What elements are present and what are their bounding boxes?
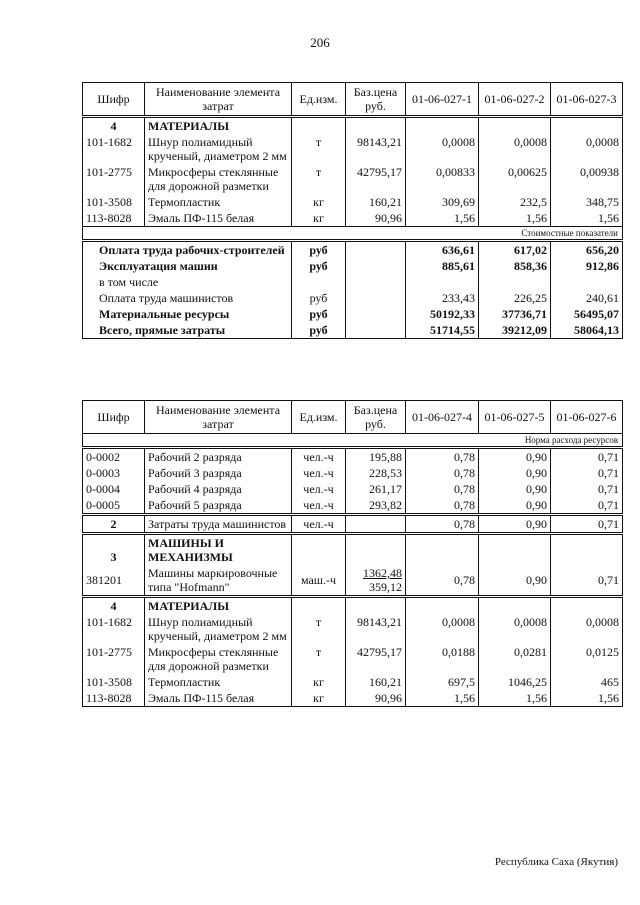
row-value-1: 0,0188 <box>406 644 479 674</box>
row-code: 101-1682 <box>83 614 145 644</box>
row-name: Эмаль ПФ-115 белая <box>145 690 292 707</box>
row-value-2: 0,90 <box>479 565 551 597</box>
row-unit: чел.-ч <box>292 497 346 515</box>
header-norm-6: 01-06-027-6 <box>551 401 623 434</box>
row-price: 90,96 <box>346 210 406 227</box>
row-value-1: 0,00833 <box>406 164 479 194</box>
row-value-1: 0,0008 <box>406 614 479 644</box>
cost-value-3: 58064,13 <box>551 322 623 339</box>
row-value-2: 0,90 <box>479 481 551 497</box>
row-name: Микросферы стеклянные для дорожной разметки <box>145 164 292 194</box>
header-code: Шифр <box>83 83 145 117</box>
section-number: 3 <box>83 534 145 566</box>
table-row <box>83 644 623 674</box>
row-unit: чел.-ч <box>292 515 346 534</box>
row-unit: кг <box>292 674 346 690</box>
row-price: 98143,21 <box>346 134 406 164</box>
row-value-1: 0,78 <box>406 565 479 597</box>
footer-region: Республика Саха (Якутия) <box>494 856 618 868</box>
cost-value-2: 37736,71 <box>479 306 551 322</box>
header-norm-1: 01-06-027-1 <box>406 83 479 117</box>
header-norm-3: 01-06-027-3 <box>551 83 623 117</box>
table-row <box>83 690 623 707</box>
page-number: 206 <box>310 35 330 50</box>
resource-table-2 <box>82 400 623 707</box>
row-price: 160,21 <box>346 674 406 690</box>
cost-name: Эксплуатация машин <box>83 258 292 274</box>
row-value-2: 0,0008 <box>479 614 551 644</box>
cost-name: Материальные ресурсы <box>83 306 292 322</box>
row-unit: чел.-ч <box>292 465 346 481</box>
row-code: 0-0004 <box>83 481 145 497</box>
row-value-3: 0,71 <box>551 497 623 515</box>
cost-name: в том числе <box>83 274 292 290</box>
row-name: Термопластик <box>145 194 292 210</box>
cost-value-3: 240,61 <box>551 290 623 306</box>
cost-unit <box>292 274 346 290</box>
row-code: 101-2775 <box>83 644 145 674</box>
row-value-2: 0,00625 <box>479 164 551 194</box>
row-value-1: 697,5 <box>406 674 479 690</box>
table-header-row <box>83 83 623 117</box>
row-value-3: 1,56 <box>551 690 623 707</box>
table-header-row <box>83 401 623 434</box>
cost-unit: руб <box>292 306 346 322</box>
row-price: 42795,17 <box>346 164 406 194</box>
header-norm-2: 01-06-027-2 <box>479 83 551 117</box>
cost-row <box>83 258 623 274</box>
header-code: Шифр <box>83 401 145 434</box>
resource-table-1 <box>82 82 623 339</box>
row-unit: чел.-ч <box>292 448 346 466</box>
row-unit: маш.-ч <box>292 565 346 597</box>
section-title: МАТЕРИАЛЫ <box>145 597 292 615</box>
table-row <box>83 515 623 534</box>
row-value-1: 0,78 <box>406 497 479 515</box>
row-value-3: 465 <box>551 674 623 690</box>
cost-value-1: 233,43 <box>406 290 479 306</box>
cost-unit: руб <box>292 258 346 274</box>
header-norm-4: 01-06-027-4 <box>406 401 479 434</box>
cost-row <box>83 241 623 259</box>
cost-row <box>83 322 623 339</box>
table-row <box>83 497 623 515</box>
row-price: 261,17 <box>346 481 406 497</box>
row-price: 228,53 <box>346 465 406 481</box>
row-name: Рабочий 5 разряда <box>145 497 292 515</box>
cost-value-2: 39212,09 <box>479 322 551 339</box>
cost-value-3: 656,20 <box>551 241 623 259</box>
cost-row <box>83 290 623 306</box>
row-value-2: 1,56 <box>479 210 551 227</box>
cost-row <box>83 274 623 290</box>
table-row <box>83 565 623 597</box>
cost-name: Всего, прямые затраты <box>83 322 292 339</box>
table-row <box>83 134 623 164</box>
row-name: Шнур полиамидный крученый, диаметром 2 мм <box>145 134 292 164</box>
row-value-3: 0,71 <box>551 481 623 497</box>
row-price: 90,96 <box>346 690 406 707</box>
row-value-3: 0,0125 <box>551 644 623 674</box>
row-name: Шнур полиамидный крученый, диаметром 2 мм <box>145 614 292 644</box>
row-name: Машины маркировочные типа "Hofmann" <box>145 565 292 597</box>
row-value-3: 0,71 <box>551 448 623 466</box>
row-price: 1362,48 <box>363 566 402 580</box>
row-value-3: 348,75 <box>551 194 623 210</box>
row-unit: чел.-ч <box>292 481 346 497</box>
table-row <box>83 674 623 690</box>
row-value-2: 1,56 <box>479 690 551 707</box>
row-unit: т <box>292 644 346 674</box>
banner-row <box>83 227 623 241</box>
row-name: Рабочий 3 разряда <box>145 465 292 481</box>
table-row <box>83 164 623 194</box>
row-unit: т <box>292 164 346 194</box>
row-name: Микросферы стеклянные для дорожной разметки <box>145 644 292 674</box>
row-value-1: 309,69 <box>406 194 479 210</box>
row-unit: т <box>292 134 346 164</box>
row-unit: кг <box>292 210 346 227</box>
cost-value-2: 858,36 <box>479 258 551 274</box>
row-value-2: 0,90 <box>479 515 551 534</box>
cost-value-3: 912,86 <box>551 258 623 274</box>
row-unit: т <box>292 614 346 644</box>
row-value-2: 1046,25 <box>479 674 551 690</box>
cost-unit: руб <box>292 322 346 339</box>
cost-name: Оплата труда машинистов <box>83 290 292 306</box>
row-code: 101-3508 <box>83 194 145 210</box>
table-row <box>83 614 623 644</box>
row-value-2: 0,0008 <box>479 134 551 164</box>
cost-value-2: 226,25 <box>479 290 551 306</box>
row-value-3: 0,71 <box>551 465 623 481</box>
row-value-2: 0,90 <box>479 448 551 466</box>
section-number: 4 <box>83 597 145 615</box>
resource-norm-banner: Норма расхода ресурсов <box>83 434 623 448</box>
section-number: 4 <box>83 117 145 135</box>
row-code: 0-0002 <box>83 448 145 466</box>
row-code: 101-1682 <box>83 134 145 164</box>
table-row <box>83 448 623 466</box>
cost-value-1: 50192,33 <box>406 306 479 322</box>
cost-unit: руб <box>292 290 346 306</box>
row-value-3: 0,71 <box>551 515 623 534</box>
cost-value-1: 885,61 <box>406 258 479 274</box>
row-code: 101-3508 <box>83 674 145 690</box>
row-value-2: 0,90 <box>479 465 551 481</box>
cost-value-1: 636,61 <box>406 241 479 259</box>
row-price: 160,21 <box>346 194 406 210</box>
table-row <box>83 210 623 227</box>
row-price: 42795,17 <box>346 644 406 674</box>
header-price: Баз.цена руб. <box>346 83 406 117</box>
cost-indicators-banner: Стоимостные показатели <box>83 227 623 241</box>
row-value-2: 0,0281 <box>479 644 551 674</box>
section-row <box>83 534 623 566</box>
section-title: МАШИНЫ И МЕХАНИЗМЫ <box>145 534 292 566</box>
row-value-3: 0,00938 <box>551 164 623 194</box>
row-value-1: 1,56 <box>406 690 479 707</box>
row-name: Затраты труда машинистов <box>145 515 292 534</box>
row-code: 381201 <box>83 565 145 597</box>
section-title: МАТЕРИАЛЫ <box>145 117 292 135</box>
cost-value-3 <box>551 274 623 290</box>
row-value-3: 0,0008 <box>551 134 623 164</box>
row-unit: кг <box>292 194 346 210</box>
cost-value-3: 56495,07 <box>551 306 623 322</box>
row-value-3: 1,56 <box>551 210 623 227</box>
header-unit: Ед.изм. <box>292 401 346 434</box>
row-code: 0-0005 <box>83 497 145 515</box>
cost-value-2: 617,02 <box>479 241 551 259</box>
row-value-3: 0,71 <box>551 565 623 597</box>
row-name: Рабочий 2 разряда <box>145 448 292 466</box>
cost-value-2 <box>479 274 551 290</box>
row-value-1: 0,78 <box>406 515 479 534</box>
row-code: 113-8028 <box>83 690 145 707</box>
row-name: Эмаль ПФ-115 белая <box>145 210 292 227</box>
header-name: Наименование элемента затрат <box>145 401 292 434</box>
row-price-cell <box>346 565 406 597</box>
header-norm-5: 01-06-027-5 <box>479 401 551 434</box>
cost-unit: руб <box>292 241 346 259</box>
header-price: Баз.цена руб. <box>346 401 406 434</box>
cost-row <box>83 306 623 322</box>
row-value-1: 0,78 <box>406 465 479 481</box>
banner-row <box>83 434 623 448</box>
table-row <box>83 194 623 210</box>
row-name: Рабочий 4 разряда <box>145 481 292 497</box>
row-code: 101-2775 <box>83 164 145 194</box>
row-price: 293,82 <box>346 497 406 515</box>
row-price: 195,88 <box>346 448 406 466</box>
row-value-1: 0,78 <box>406 481 479 497</box>
cost-name: Оплата труда рабочих-строителей <box>83 241 292 259</box>
row-value-3: 0,0008 <box>551 614 623 644</box>
row-price-operator: 359,12 <box>369 580 402 594</box>
row-value-2: 0,90 <box>479 497 551 515</box>
row-code: 2 <box>83 515 145 534</box>
row-price: 98143,21 <box>346 614 406 644</box>
cost-value-1: 51714,55 <box>406 322 479 339</box>
row-value-2: 232,5 <box>479 194 551 210</box>
row-unit: кг <box>292 690 346 707</box>
table-row <box>83 465 623 481</box>
section-row <box>83 117 623 135</box>
header-unit: Ед.изм. <box>292 83 346 117</box>
row-code: 0-0003 <box>83 465 145 481</box>
row-name: Термопластик <box>145 674 292 690</box>
row-code: 113-8028 <box>83 210 145 227</box>
row-value-1: 1,56 <box>406 210 479 227</box>
section-row <box>83 597 623 615</box>
row-value-1: 0,78 <box>406 448 479 466</box>
table-row <box>83 481 623 497</box>
row-value-1: 0,0008 <box>406 134 479 164</box>
header-name: Наименование элемента затрат <box>145 83 292 117</box>
cost-value-1 <box>406 274 479 290</box>
